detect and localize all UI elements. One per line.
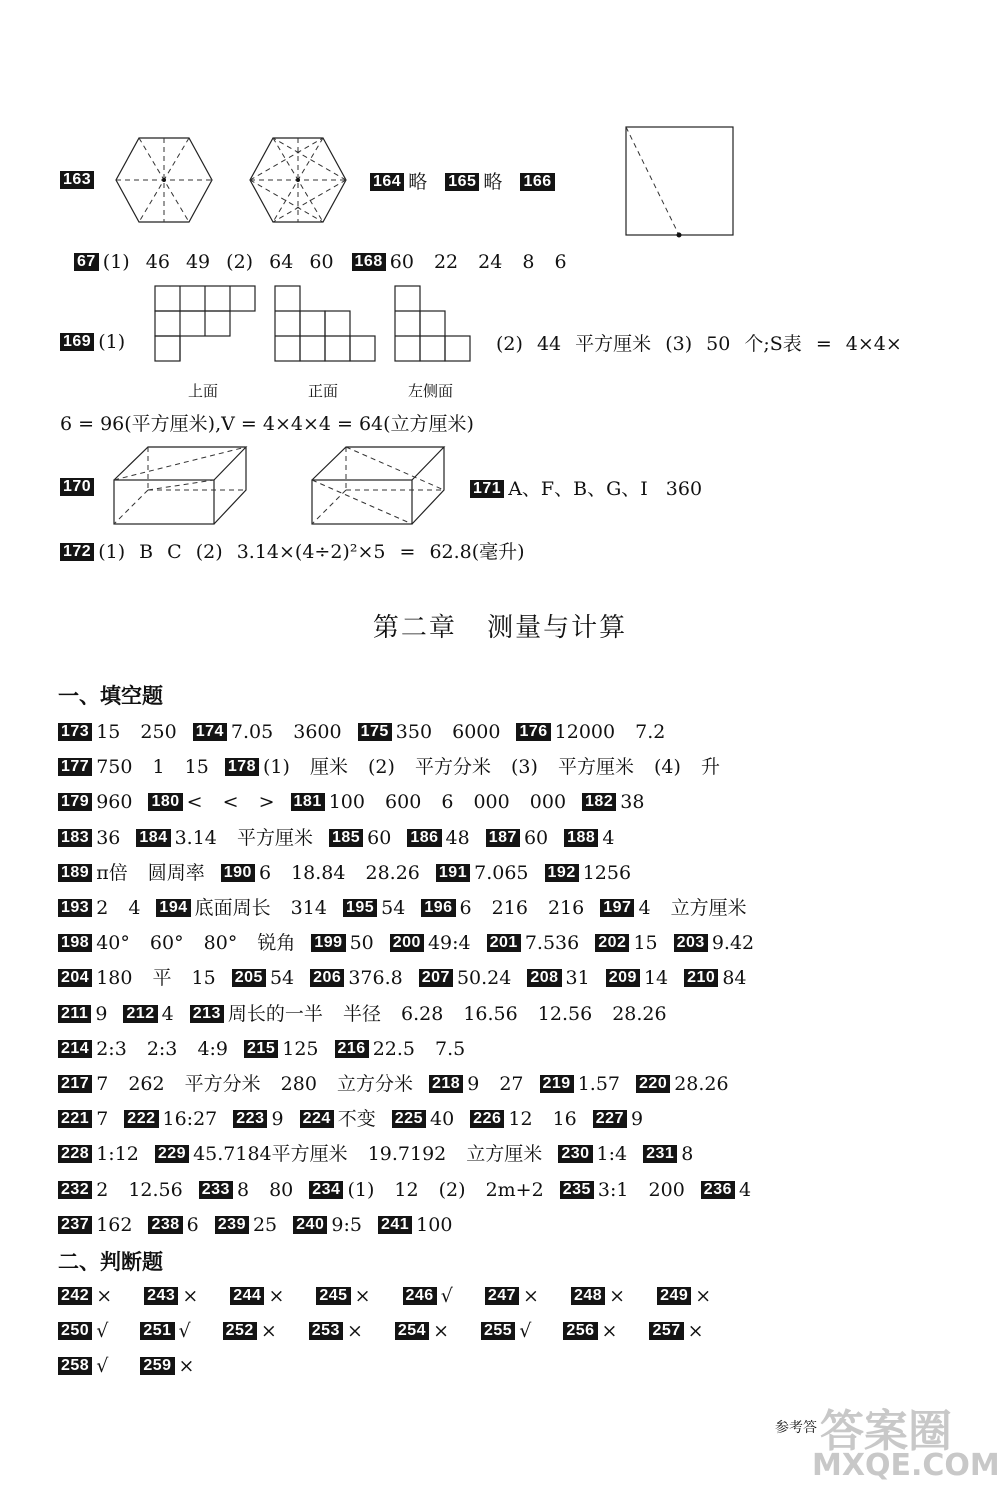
answer-text: 6 216 216 xyxy=(459,897,585,919)
question-number: 248 xyxy=(571,1287,605,1305)
answer-text: A、F、B、G、I 360 xyxy=(508,478,703,500)
answer-text: × xyxy=(695,1285,712,1307)
question-number: 180 xyxy=(148,793,182,811)
answer-text: 180 平 15 xyxy=(96,967,216,990)
answer-text: 略 xyxy=(408,171,428,193)
answer-text: √ xyxy=(178,1320,191,1342)
hexagon-figure-2 xyxy=(248,136,348,224)
question-number: 216 xyxy=(335,1040,369,1058)
question-number: 197 xyxy=(600,899,634,917)
answer-text: 36 xyxy=(96,826,121,849)
question-number: 178 xyxy=(225,758,259,776)
answer-text: 60 xyxy=(367,826,392,849)
question-number: 177 xyxy=(58,758,92,776)
question-number: 229 xyxy=(155,1145,189,1163)
answer-text: 9.42 xyxy=(711,932,755,955)
answer-text: 2 4 xyxy=(96,897,141,919)
answer-text: × xyxy=(687,1320,704,1342)
answer-row xyxy=(58,720,681,744)
answer-text: 8 80 xyxy=(236,1178,294,1201)
question-number: 187 xyxy=(486,829,520,847)
answer-row xyxy=(58,755,736,779)
answer-text: (1) B C (2) 3.14×(4÷2)²×5 = 62.8(毫升) xyxy=(98,541,525,563)
answer-text: 4 立方厘米 xyxy=(638,897,747,919)
question-number: 168 xyxy=(352,253,386,271)
question-number: 232 xyxy=(58,1181,92,1199)
question-number: 200 xyxy=(390,934,424,952)
question-number: 228 xyxy=(58,1145,92,1163)
q170-row xyxy=(60,475,98,499)
answer-text: 1:12 xyxy=(96,1143,139,1166)
question-number: 231 xyxy=(643,1145,677,1163)
answer-text: 略 xyxy=(483,171,503,193)
answer-row xyxy=(58,1107,659,1131)
question-number: 211 xyxy=(58,1005,91,1023)
answer-text: 9 xyxy=(630,1108,644,1131)
question-number: 190 xyxy=(221,864,255,882)
answer-text: 4 xyxy=(161,1002,174,1025)
question-number: 234 xyxy=(309,1181,343,1199)
question-number: 165 xyxy=(445,173,479,191)
question-number: 166 xyxy=(520,173,554,191)
answer-text: 6 18.84 28.26 xyxy=(258,861,420,884)
question-number: 223 xyxy=(233,1110,267,1128)
answer-text: 25 xyxy=(252,1213,278,1236)
question-number: 170 xyxy=(60,478,94,496)
question-number: 183 xyxy=(58,829,92,847)
question-number: 227 xyxy=(593,1110,627,1128)
question-number: 236 xyxy=(701,1181,735,1199)
answer-row xyxy=(58,1072,745,1096)
q169-row xyxy=(60,330,125,354)
answer-text: 周长的一半 半径 6.28 16.56 12.56 28.26 xyxy=(227,1002,667,1025)
answer-text: 2 12.56 xyxy=(96,1178,183,1201)
question-number: 184 xyxy=(136,829,170,847)
question-number: 175 xyxy=(358,723,392,741)
question-number: 239 xyxy=(215,1216,249,1234)
question-number: 212 xyxy=(123,1005,157,1023)
answer-text: √ xyxy=(96,1320,109,1342)
question-number: 241 xyxy=(378,1216,412,1234)
caption-left-view: 左侧面 xyxy=(408,382,454,400)
question-number: 247 xyxy=(485,1287,519,1305)
answer-text: × xyxy=(346,1320,363,1342)
answer-text: 不变 xyxy=(337,1108,376,1131)
question-number: 257 xyxy=(649,1322,683,1340)
question-number: 221 xyxy=(58,1110,92,1128)
question-number: 205 xyxy=(232,969,266,987)
q172-row xyxy=(60,540,543,564)
answer-text: 1256 xyxy=(582,861,632,884)
answer-text: 376.8 xyxy=(348,967,403,990)
answer-text: 1.57 xyxy=(577,1073,621,1095)
question-number: 214 xyxy=(58,1040,92,1058)
question-number: 215 xyxy=(244,1040,278,1058)
answer-text: 49:4 xyxy=(427,932,471,955)
question-number: 191 xyxy=(436,864,470,882)
answer-text: 7.536 xyxy=(524,932,580,955)
question-number: 176 xyxy=(516,723,550,741)
answer-text: 9 xyxy=(271,1108,284,1131)
answer-text: 60 22 24 8 6 xyxy=(389,251,567,273)
answer-text: 100 xyxy=(416,1213,453,1236)
question-number: 199 xyxy=(311,934,345,952)
question-number: 67 xyxy=(74,253,99,271)
answer-row xyxy=(58,1178,767,1202)
answer-row xyxy=(58,790,660,814)
question-number: 207 xyxy=(419,969,453,987)
answer-text: 350 6000 xyxy=(395,721,501,743)
chapter-title: 第二章 测量与计算 xyxy=(372,613,628,643)
answer-text: × xyxy=(96,1285,113,1307)
question-number: 195 xyxy=(343,899,377,917)
top-view-figure xyxy=(154,285,256,363)
q171-row xyxy=(470,477,720,501)
answer-text: 48 xyxy=(445,826,470,849)
question-number: 224 xyxy=(300,1110,334,1128)
question-number: 243 xyxy=(144,1287,178,1305)
answer-text: 7 xyxy=(96,1108,109,1131)
question-number: 210 xyxy=(684,969,718,987)
question-number: 245 xyxy=(316,1287,350,1305)
question-number: 173 xyxy=(58,723,92,741)
answer-text: 12 16 xyxy=(508,1108,577,1131)
answer-text: 40° 60° 80° 锐角 xyxy=(96,932,296,955)
answer-text: √ xyxy=(440,1285,453,1307)
answer-text: × xyxy=(523,1285,539,1307)
question-number: 235 xyxy=(560,1181,594,1199)
question-number: 219 xyxy=(540,1075,574,1093)
question-number: 203 xyxy=(674,934,708,952)
answer-text: 54 xyxy=(381,897,406,919)
question-number: 179 xyxy=(58,793,92,811)
question-number: 256 xyxy=(563,1322,597,1340)
question-number: 253 xyxy=(309,1322,343,1340)
cuboid-figure-1 xyxy=(110,444,252,528)
question-number: 206 xyxy=(310,969,344,987)
question-number: 252 xyxy=(223,1322,257,1340)
answer-text: 12000 7.2 xyxy=(554,721,666,743)
answer-text: 9 xyxy=(95,1002,108,1025)
question-number: 220 xyxy=(636,1075,670,1093)
question-number: 204 xyxy=(58,969,92,987)
question-number: 171 xyxy=(470,480,504,498)
answer-text: 750 1 15 xyxy=(96,756,209,779)
answer-text: 14 xyxy=(643,967,669,990)
question-number: 194 xyxy=(156,899,190,917)
answer-text: 8 xyxy=(681,1143,694,1166)
q169-answer-part2: (2) 44 平方厘米 (3) 50 个;S表 = 4×4× xyxy=(496,333,902,355)
answer-text: 1:4 xyxy=(596,1143,628,1166)
question-number: 258 xyxy=(58,1357,92,1375)
answer-text: 9 27 xyxy=(467,1073,524,1095)
question-number: 189 xyxy=(58,864,92,882)
question-number: 237 xyxy=(58,1216,92,1234)
answer-text: 38 xyxy=(620,791,645,814)
answer-row xyxy=(58,896,763,920)
answer-text: 3:1 200 xyxy=(597,1178,685,1201)
answer-text: 15 xyxy=(633,932,658,955)
answer-text: 4 xyxy=(739,1178,752,1201)
answer-text: 31 xyxy=(565,967,590,990)
answer-text: × xyxy=(609,1285,626,1307)
answer-text: 162 xyxy=(96,1213,133,1236)
answer-text: × xyxy=(433,1320,449,1342)
question-number: 193 xyxy=(58,899,92,917)
question-number: 225 xyxy=(392,1110,426,1128)
section-title-true-false: 二、判断题 xyxy=(58,1249,163,1274)
answer-text: 7.065 xyxy=(474,861,529,884)
answer-text: 7.05 3600 xyxy=(230,721,342,743)
question-number: 185 xyxy=(329,829,363,847)
question-number: 238 xyxy=(148,1216,182,1234)
question-number: 244 xyxy=(230,1287,264,1305)
answer-text: × xyxy=(182,1285,199,1307)
question-number: 246 xyxy=(403,1287,437,1305)
answer-text: 16:27 xyxy=(162,1108,218,1131)
answer-text: 底面周长 314 xyxy=(194,897,327,919)
left-view-figure xyxy=(394,285,474,363)
answer-row xyxy=(58,1284,743,1308)
question-number: 182 xyxy=(582,793,616,811)
answer-text: (1) 厘米 (2) 平方分米 (3) 平方厘米 (4) 升 xyxy=(263,756,720,779)
question-number: 259 xyxy=(140,1357,174,1375)
q167-168-row xyxy=(74,250,585,274)
question-number: 192 xyxy=(545,864,579,882)
question-number: 249 xyxy=(657,1287,691,1305)
answer-text: (1) 46 49 (2) 64 60 xyxy=(102,251,334,273)
answer-row xyxy=(58,861,647,885)
question-number: 196 xyxy=(421,899,455,917)
watermark-url: MXQE.COM xyxy=(812,1448,1000,1483)
answer-row xyxy=(58,966,763,990)
answer-text: √ xyxy=(96,1355,109,1377)
question-number: 208 xyxy=(527,969,561,987)
answer-text: × xyxy=(178,1355,195,1377)
answer-text: × xyxy=(260,1320,277,1342)
question-number: 181 xyxy=(291,793,325,811)
section-title-fill-in: 一、填空题 xyxy=(58,683,163,708)
answer-text: 2:3 2:3 4:9 xyxy=(96,1037,229,1060)
answer-text: 125 xyxy=(282,1037,319,1060)
answer-text: < < > xyxy=(186,791,275,814)
answer-text: 100 600 6 000 000 xyxy=(328,791,567,814)
answer-text: 50.24 xyxy=(456,967,512,990)
answer-text: × xyxy=(268,1285,285,1307)
answer-text: 7 262 平方分米 280 立方分米 xyxy=(96,1073,413,1095)
answer-row xyxy=(58,1319,736,1343)
question-number: 251 xyxy=(140,1322,174,1340)
answer-row xyxy=(58,1213,468,1237)
answer-text: √ xyxy=(519,1320,532,1342)
front-view-figure xyxy=(274,285,378,363)
answer-text: × xyxy=(354,1285,371,1307)
q164-165-166-row xyxy=(370,170,559,194)
answer-text: 28.26 xyxy=(674,1073,729,1095)
answer-row xyxy=(58,1142,709,1166)
answer-text: 4 xyxy=(602,826,615,849)
question-number: 217 xyxy=(58,1075,92,1093)
question-number: 218 xyxy=(429,1075,463,1093)
square-figure xyxy=(625,126,735,238)
answer-text: 50 xyxy=(349,932,374,955)
question-number: 169 xyxy=(60,333,94,351)
question-number: 240 xyxy=(293,1216,327,1234)
hexagon-figure-1 xyxy=(114,136,214,224)
question-number: 198 xyxy=(58,934,92,952)
question-number: 164 xyxy=(370,173,404,191)
answer-text: 3.14 平方厘米 xyxy=(174,826,313,849)
question-number: 209 xyxy=(606,969,640,987)
answer-text: 84 xyxy=(722,967,747,990)
q163-row xyxy=(60,168,98,192)
question-number: 202 xyxy=(595,934,629,952)
answer-text: 40 xyxy=(429,1108,455,1131)
answer-row xyxy=(58,931,770,955)
question-number: 186 xyxy=(407,829,441,847)
answer-text: 22.5 7.5 xyxy=(372,1037,466,1060)
question-number: 201 xyxy=(487,934,521,952)
question-number: 163 xyxy=(60,171,94,189)
watermark-logo: 答案圈 xyxy=(820,1406,952,1457)
caption-front-view: 正面 xyxy=(308,382,339,400)
page-footer: 参考答 xyxy=(775,1420,817,1436)
question-number: 222 xyxy=(124,1110,158,1128)
question-number: 226 xyxy=(470,1110,504,1128)
answer-row xyxy=(58,1037,481,1061)
question-number: 233 xyxy=(199,1181,233,1199)
answer-text: (1) 12 (2) 2m+2 xyxy=(347,1178,544,1201)
question-number: 188 xyxy=(564,829,598,847)
question-number: 174 xyxy=(193,723,227,741)
answer-text: 60 xyxy=(523,826,549,849)
question-number: 254 xyxy=(395,1322,429,1340)
cuboid-figure-2 xyxy=(308,444,450,528)
answer-text: 54 xyxy=(269,967,295,990)
answer-row xyxy=(58,826,630,850)
caption-top-view: 上面 xyxy=(188,382,219,400)
question-number: 250 xyxy=(58,1322,92,1340)
answer-part-label: (1) xyxy=(98,331,126,353)
answer-text: 9:5 xyxy=(331,1213,362,1236)
answer-text: 15 250 xyxy=(96,721,177,743)
question-number: 172 xyxy=(60,543,94,561)
question-number: 230 xyxy=(558,1145,592,1163)
q169-answer-line2: 6 = 96(平方厘米),V = 4×4×4 = 64(立方厘米) xyxy=(60,413,474,435)
answer-text: π倍 圆周率 xyxy=(96,861,205,884)
answer-text: 960 xyxy=(96,791,133,814)
answer-text: 6 xyxy=(186,1213,199,1236)
answer-text: × xyxy=(601,1320,618,1342)
question-number: 242 xyxy=(58,1287,92,1305)
question-number: 255 xyxy=(481,1322,515,1340)
answer-text: 45.7184平方厘米 19.7192 立方厘米 xyxy=(193,1143,543,1166)
question-number: 213 xyxy=(190,1005,224,1023)
answer-row xyxy=(58,1354,226,1378)
answer-row xyxy=(58,1002,683,1026)
